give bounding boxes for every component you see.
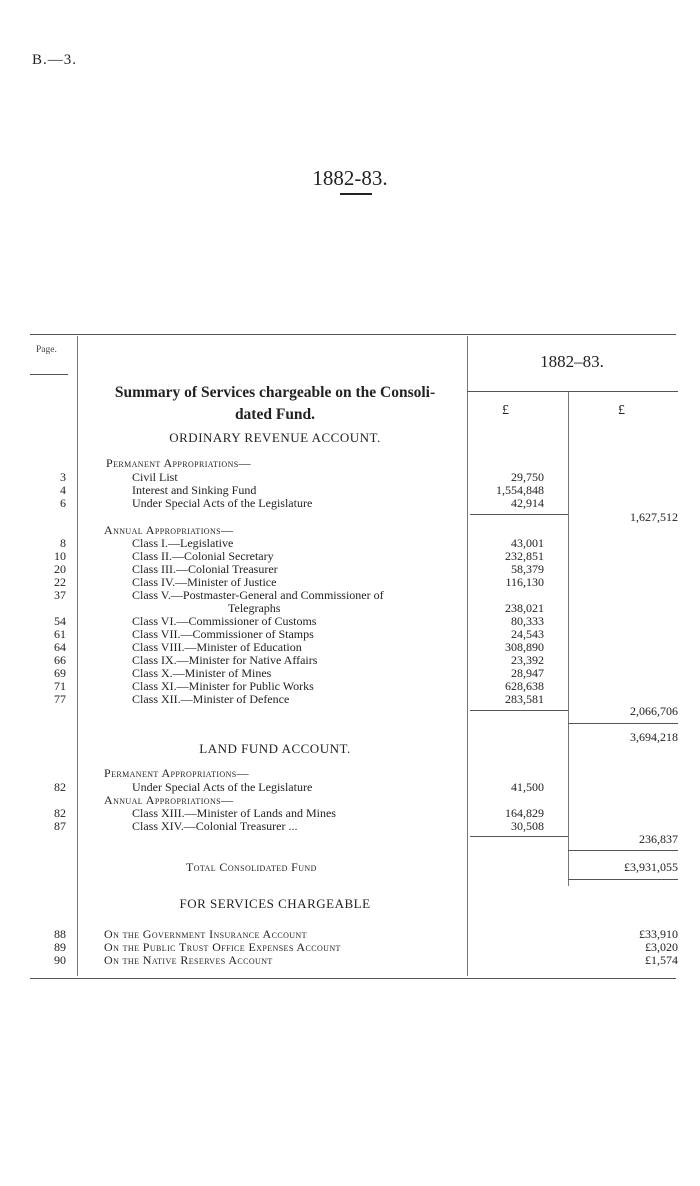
item-amount: 1,554,848 (496, 483, 544, 497)
page-number: 8 (60, 536, 66, 550)
item-amount: £3,020 (645, 940, 678, 954)
item-label: On the Government Insurance Account (104, 927, 307, 941)
item-label: On the Native Reserves Account (104, 953, 273, 967)
item-label: Class VI.—Commissioner of Customs (132, 614, 317, 628)
page-number: 4 (60, 483, 66, 497)
item-amount: £33,910 (639, 927, 678, 941)
item-label-continued: Telegraphs (228, 601, 281, 615)
item-label: Under Special Acts of the Legislature (132, 780, 313, 794)
summary-title-line1: Summary of Services chargeable on the Consoli- (114, 384, 436, 401)
item-amount: 164,829 (505, 806, 544, 820)
item-amount: 116,130 (505, 575, 544, 589)
table-bottom-rule (30, 978, 676, 979)
item-amount: 41,500 (511, 780, 544, 794)
page-number: 54 (54, 614, 66, 628)
item-amount: 308,890 (505, 640, 544, 654)
land-permanent-heading: Permanent Appropriations— (104, 766, 250, 780)
year-header-rule (467, 391, 678, 392)
item-amount: 283,581 (505, 692, 544, 706)
title-underline (340, 193, 372, 195)
item-amount: 24,543 (511, 627, 544, 641)
annual-subtotal: 2,066,706 (630, 704, 678, 718)
page-number: 10 (54, 549, 66, 563)
item-amount: 238,021 (505, 601, 544, 615)
page-number: 82 (54, 780, 66, 794)
page-number: 37 (54, 588, 66, 602)
item-amount: 30,508 (511, 819, 544, 833)
item-label: Class V.—Postmaster-General and Commissioner of (132, 588, 384, 602)
page-title-year: 1882-83. (312, 166, 388, 190)
page-number: 20 (54, 562, 66, 576)
subtotal-rule (470, 514, 568, 515)
page-column-header: Page. (36, 345, 57, 355)
land-fund-total: 236,837 (639, 832, 678, 846)
item-amount: 29,750 (511, 470, 544, 484)
item-label: Class VII.—Commissioner of Stamps (132, 627, 314, 641)
item-amount: 42,914 (511, 496, 544, 510)
annual-appropriations-heading: Annual Appropriations— (104, 523, 234, 537)
page-number: 69 (54, 666, 66, 680)
item-amount: 628,638 (505, 679, 544, 693)
item-amount: 232,851 (505, 549, 544, 563)
permanent-appropriations-heading: Permanent Appropriations— (106, 456, 252, 470)
page-col-rule (30, 374, 68, 375)
page-number: 6 (60, 496, 66, 510)
item-label: Class II.—Colonial Secretary (132, 549, 274, 563)
item-label: Class IX.—Minister for Native Affairs (132, 653, 318, 667)
item-label: Class XIV.—Colonial Treasurer ... (132, 819, 298, 833)
page-reference: B.—3. (32, 52, 78, 68)
item-label: Civil List (132, 470, 178, 484)
currency-col2-header: £ (618, 403, 625, 418)
item-label: Class XIII.—Minister of Lands and Mines (132, 806, 336, 820)
item-amount: 23,392 (511, 653, 544, 667)
item-label: Class VIII.—Minister of Education (132, 640, 302, 654)
page-number: 87 (54, 819, 66, 833)
item-amount: £1,574 (645, 953, 678, 967)
land-annual-heading: Annual Appropriations— (104, 793, 234, 807)
item-amount: 28,947 (511, 666, 544, 680)
currency-col1-header: £ (502, 403, 509, 418)
page-number: 61 (54, 627, 66, 641)
total-consolidated-label: Total Consolidated Fund (186, 860, 317, 874)
summary-title-line2: dated Fund. (234, 406, 316, 423)
total-rule (568, 723, 678, 724)
page-number: 90 (54, 953, 66, 967)
page-number: 77 (54, 692, 66, 706)
subtotal-rule (470, 710, 568, 711)
total-rule (568, 879, 678, 880)
year-column-header: 1882–83. (540, 352, 604, 371)
item-label: Class XI.—Minister for Public Works (132, 679, 314, 693)
item-amount: 80,333 (511, 614, 544, 628)
page-col-divider (77, 336, 78, 976)
page-number: 66 (54, 653, 66, 667)
table-top-rule (30, 334, 676, 335)
amount-col-divider (568, 392, 569, 886)
ordinary-revenue-heading: ORDINARY REVENUE ACCOUNT. (169, 430, 381, 445)
item-label: Class I.—Legislative (132, 536, 234, 550)
total-consolidated-amount: £3,931,055 (624, 860, 678, 874)
item-label: Interest and Sinking Fund (132, 483, 257, 497)
item-label: Under Special Acts of the Legislature (132, 496, 313, 510)
page-number: 64 (54, 640, 66, 654)
item-amount: 43,001 (511, 536, 544, 550)
ordinary-revenue-total: 3,694,218 (630, 730, 678, 744)
total-rule (568, 850, 678, 851)
item-label: Class IV.—Minister of Justice (132, 575, 277, 589)
item-label: On the Public Trust Office Expenses Account (104, 940, 341, 954)
page-number: 3 (60, 470, 66, 484)
subtotal-rule (470, 836, 568, 837)
item-label: Class X.—Minister of Mines (132, 666, 272, 680)
page-number: 88 (54, 927, 66, 941)
services-chargeable-heading: FOR SERVICES CHARGEABLE (179, 896, 371, 911)
item-label: Class III.—Colonial Treasurer (132, 562, 278, 576)
permanent-subtotal: 1,627,512 (630, 510, 678, 524)
land-fund-heading: LAND FUND ACCOUNT. (199, 741, 351, 756)
page-number: 82 (54, 806, 66, 820)
item-label: Class XII.—Minister of Defence (132, 692, 290, 706)
page-number: 89 (54, 940, 66, 954)
page-number: 71 (54, 679, 66, 693)
page-number: 22 (54, 575, 66, 589)
item-amount: 58,379 (511, 562, 544, 576)
